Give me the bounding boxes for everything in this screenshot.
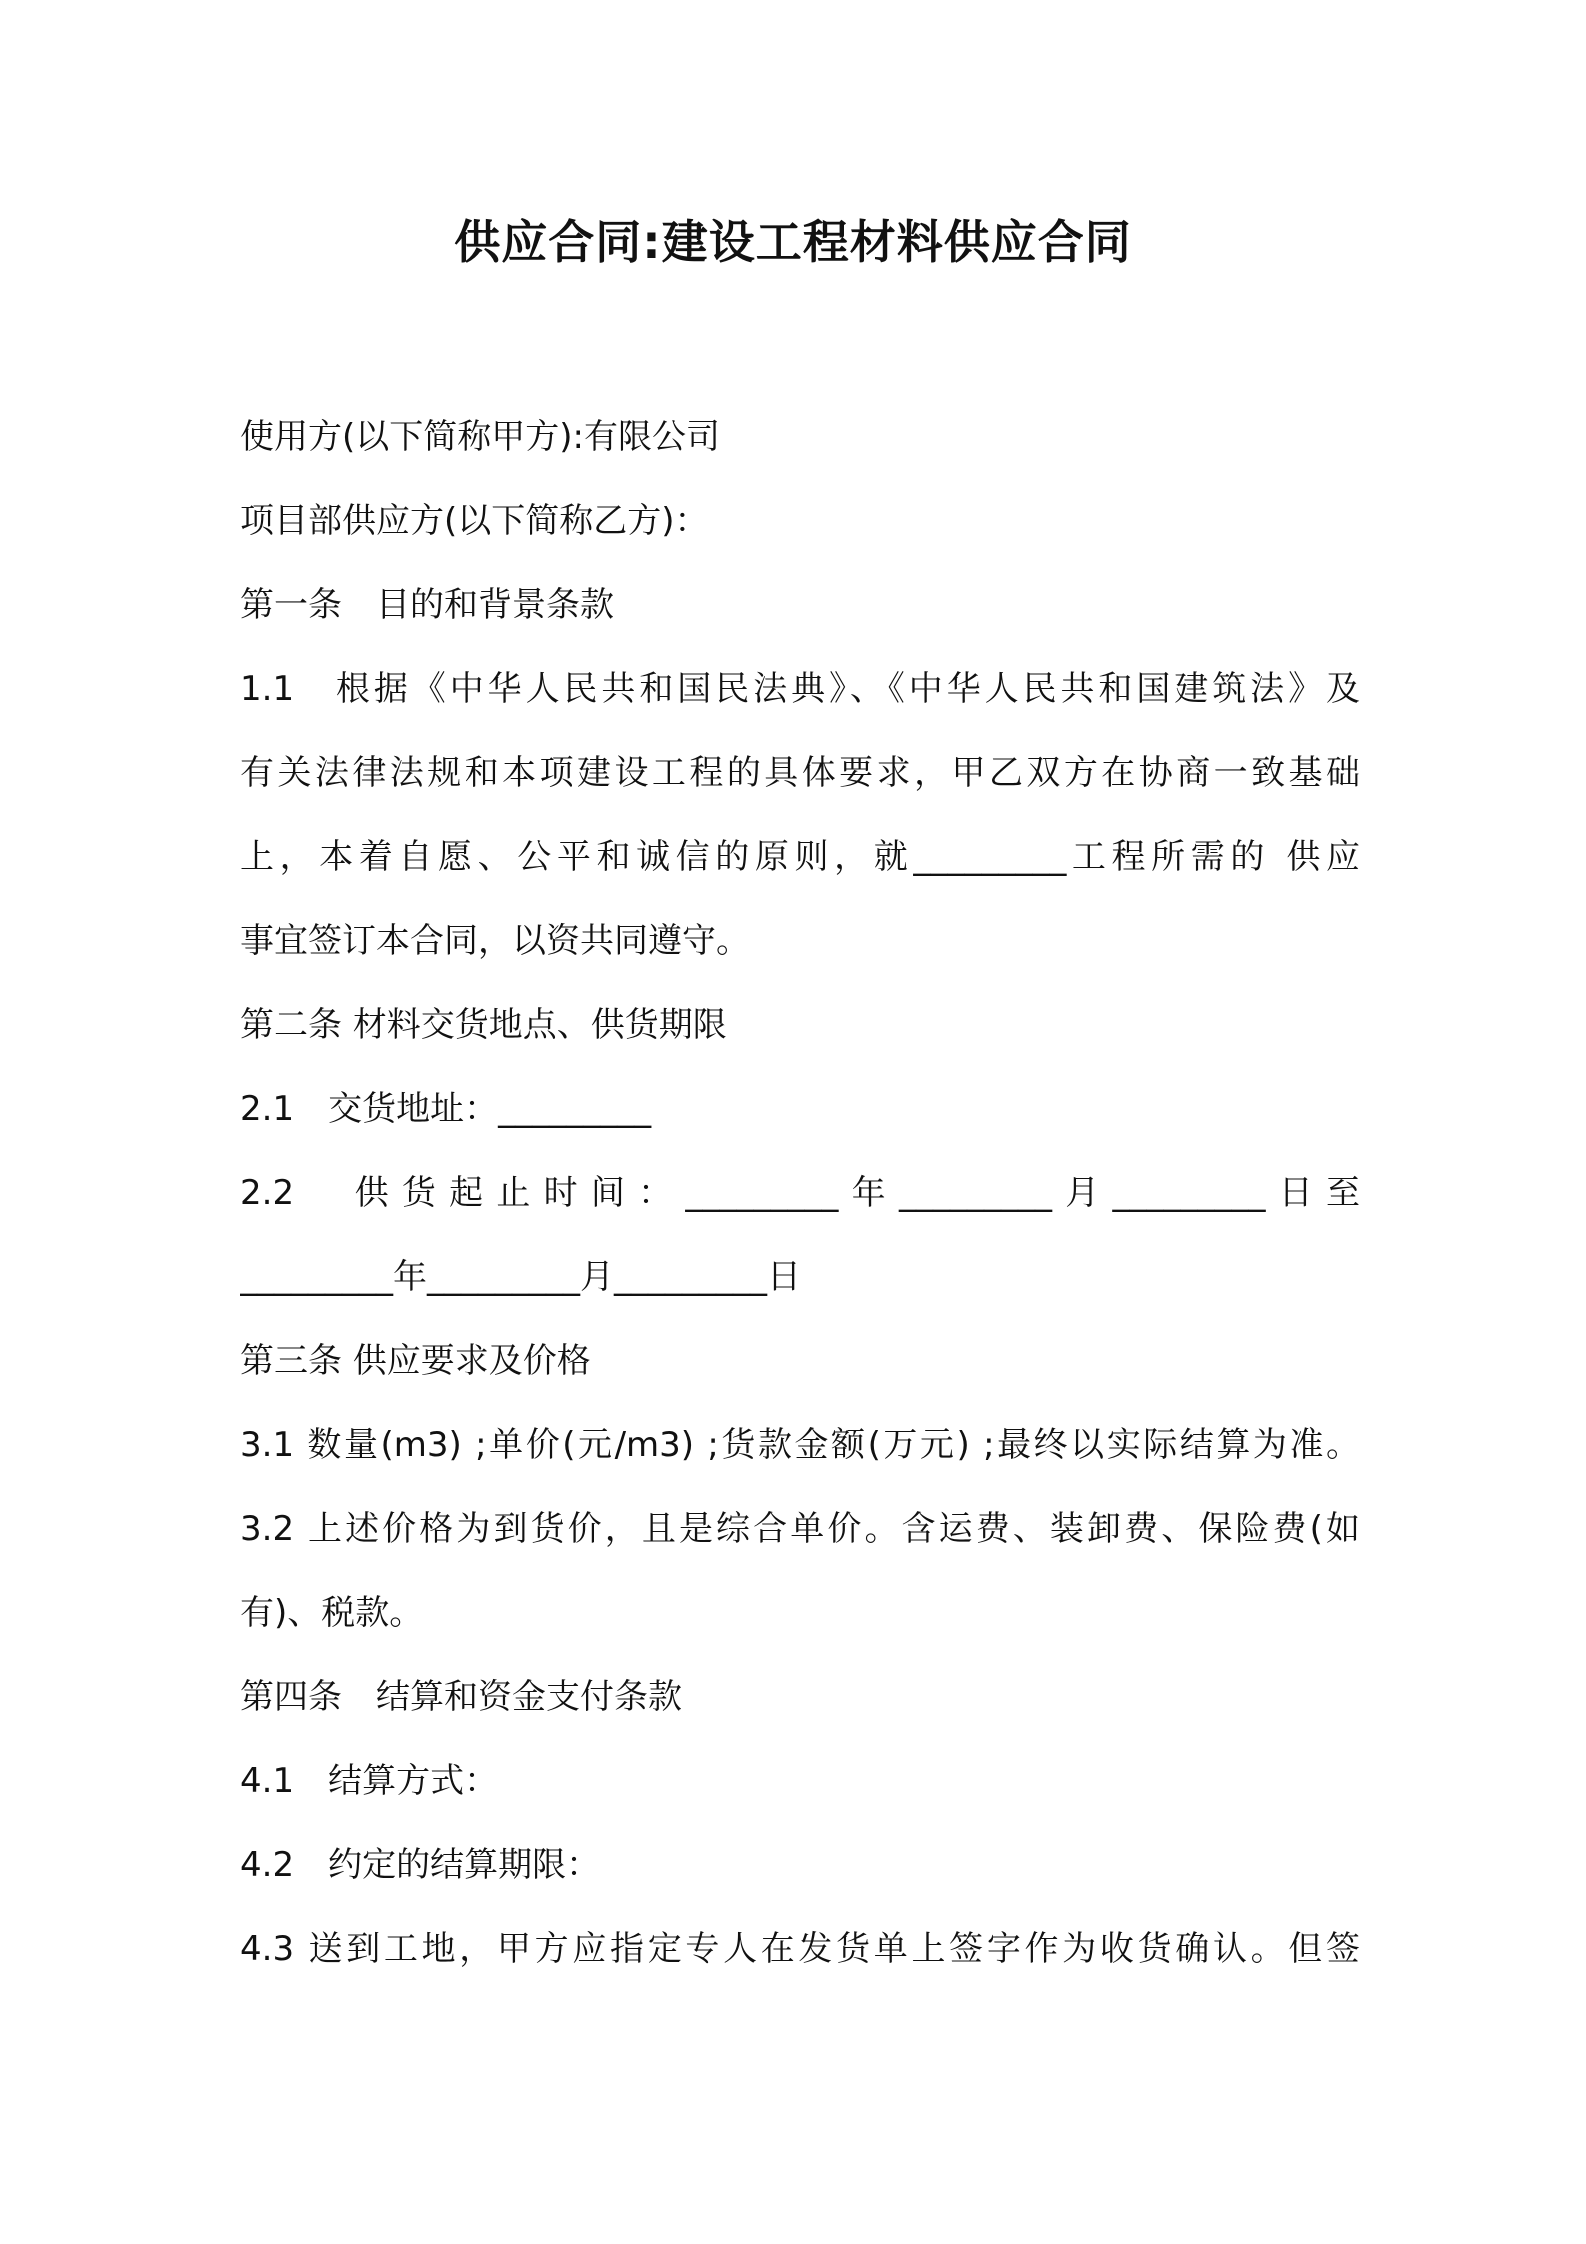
article-4-heading: 第四条 结算和资金支付条款 bbox=[240, 1677, 682, 1717]
party-b-line: 项目部供应方(以下简称乙方)： bbox=[240, 501, 709, 541]
clause-3-2-line-1: 3.2 上述价格为到货价，且是综合单价。含运费、装卸费、保险费(如 bbox=[240, 1509, 1360, 1549]
clause-3-2-line-2: 有)、税款。 bbox=[240, 1593, 424, 1633]
clause-3-1: 3.1 数量(m3) ;单价(元/m3) ;货款金额(万元) ;最终以实际结算为准。 bbox=[240, 1425, 1360, 1465]
clause-4-2: 4.2 约定的结算期限： bbox=[240, 1845, 601, 1885]
party-a-line: 使用方(以下简称甲方):有限公司 bbox=[240, 417, 720, 457]
document-title: 供应合同:建设工程材料供应合同 bbox=[454, 215, 1132, 269]
clause-4-3-line-1: 4.3 送到工地，甲方应指定专人在发货单上签字作为收货确认。但签 bbox=[240, 1929, 1360, 1969]
clause-2-2-line-1: 2.2 供货起止时间：_________年_________月_________日至 bbox=[240, 1173, 1360, 1213]
article-1-heading: 第一条 目的和背景条款 bbox=[240, 585, 614, 625]
clause-1-1-line-4: 事宜签订本合同，以资共同遵守。 bbox=[240, 921, 750, 961]
article-3-heading: 第三条 供应要求及价格 bbox=[240, 1341, 591, 1381]
clause-2-1: 2.1 交货地址：_________ bbox=[240, 1089, 652, 1129]
clause-1-1-line-2: 有关法律法规和本项建设工程的具体要求，甲乙双方在协商一致基础 bbox=[240, 753, 1360, 793]
clause-1-1-line-3: 上，本着自愿、公平和诚信的原则，就_________工程所需的 供应 bbox=[240, 837, 1360, 877]
clause-1-1-line-1: 1.1 根据《中华人民共和国民法典》、《中华人民共和国建筑法》及 bbox=[240, 669, 1360, 709]
clause-2-2-line-2: _________年_________月_________日 bbox=[240, 1257, 801, 1297]
clause-4-1: 4.1 结算方式： bbox=[240, 1761, 499, 1801]
article-2-heading: 第二条 材料交货地点、供货期限 bbox=[240, 1005, 727, 1045]
